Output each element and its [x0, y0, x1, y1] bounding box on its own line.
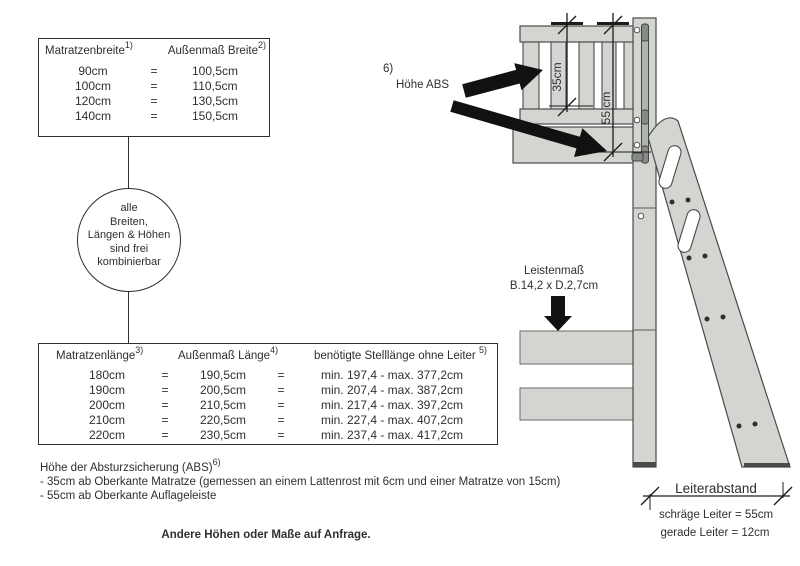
- width-table-col1-header: Matratzenbreite$^{1)}$: [45, 40, 133, 57]
- request-note: Andere Höhen oder Maße auf Anfrage.: [161, 529, 371, 541]
- table-cell: min. 207,4 - max. 387,2cm: [320, 383, 464, 397]
- screw-hole: [634, 142, 640, 148]
- circle-text-line: kombinierbar: [97, 256, 161, 268]
- footnote-ref-4: 4): [270, 345, 279, 356]
- equals-sign: =: [150, 79, 158, 93]
- support-board-upper: [520, 331, 637, 364]
- table-cell: 200cm: [88, 398, 126, 412]
- table-cell: 90cm: [78, 64, 108, 78]
- table-cell: 100cm: [74, 79, 112, 93]
- footnote-ref-1: 1): [124, 40, 133, 51]
- footnote-ref-3: 3): [135, 345, 144, 356]
- screw-dot: [737, 424, 742, 429]
- screw-dot: [687, 256, 692, 261]
- footnote-ref-6: 6): [212, 457, 221, 468]
- table-cell: 180cm: [88, 368, 126, 382]
- equals-sign: =: [161, 413, 169, 427]
- table-cell: min. 197,4 - max. 377,2cm: [320, 368, 464, 382]
- hinge-rod-cap-top: [642, 24, 649, 41]
- screw-dot: [686, 198, 691, 203]
- length-table-col1-header: Matratzenlänge$^{3)}$: [56, 345, 144, 362]
- table-cell: min. 217,4 - max. 397,2cm: [320, 398, 464, 412]
- abs-footnote-title: Höhe der Absturzsicherung (ABS)$^{6)}$: [40, 457, 221, 474]
- screw-dot: [670, 200, 675, 205]
- equals-sign: =: [277, 383, 285, 397]
- table-cell: 190,5cm: [199, 368, 247, 382]
- circle-text-line: Breiten,: [110, 215, 148, 228]
- table-cell: min. 237,4 - max. 417,2cm: [320, 428, 464, 442]
- equals-sign: =: [161, 398, 169, 412]
- width-table-col2-header: Außenmaß Breite$^{2)}$: [167, 40, 266, 57]
- equals-sign: =: [277, 413, 285, 427]
- abs-footnote-bullet: - 35cm ab Oberkante Matratze (gemessen an einem Lattenrost mit 6cm und einer Matratze von 15cm): [40, 476, 561, 488]
- equals-sign: =: [277, 398, 285, 412]
- guardrail-slats: [523, 40, 638, 111]
- abs-footnote-bullet: - 55cm ab Oberkante Auflageleiste: [40, 490, 217, 502]
- table-cell: min. 227,4 - max. 407,2cm: [320, 413, 464, 427]
- dim-35-label: 35cm: [550, 62, 564, 92]
- dim-55-label: 55 cm: [599, 91, 613, 125]
- leisten-label-line2: B.14,2 x D.2,7cm: [509, 280, 599, 292]
- ladder-distance-title: Leiterabstand: [675, 481, 757, 496]
- screw-dot: [721, 315, 726, 320]
- length-table-col2-header: Außenmaß Länge$^{4)}$: [178, 345, 279, 362]
- circle-text-line: alle: [120, 202, 138, 214]
- footnote-ref-2: 2): [257, 40, 266, 51]
- equals-sign: =: [161, 368, 169, 382]
- circle-text-line: Längen & Höhen: [87, 229, 171, 241]
- equals-sign: =: [161, 383, 169, 397]
- table-cell: 210,5cm: [199, 398, 247, 412]
- screw-dot: [703, 254, 708, 259]
- equals-sign: =: [150, 109, 158, 123]
- footnote-ref-5: 5): [478, 345, 487, 356]
- table-cell: 220,5cm: [199, 413, 247, 427]
- table-cell: 150,5cm: [191, 109, 239, 123]
- abs-ref-number: 6): [383, 63, 394, 75]
- screw-dot: [705, 317, 710, 322]
- hinge-bracket: [632, 153, 643, 161]
- ladder-foot-shadow: [744, 463, 790, 468]
- table-cell: 110,5cm: [192, 79, 238, 93]
- table-cell: 210cm: [88, 413, 126, 427]
- support-board-lower: [520, 388, 637, 420]
- ladder-distance-line1: schräge Leiter = 55cm: [658, 509, 774, 521]
- table-cell: 230,5cm: [199, 428, 247, 442]
- screw-dot: [753, 422, 758, 427]
- equals-sign: =: [161, 428, 169, 442]
- hinge-rod-joint: [642, 110, 649, 124]
- table-cell: 190cm: [88, 383, 126, 397]
- abs-ref-label: Höhe ABS: [396, 79, 450, 91]
- length-table-col3-header: benötigte Stelllänge ohne Leiter $^{5)}$: [314, 345, 487, 362]
- guardrail-bottom-rail: [520, 109, 638, 124]
- guardrail-top-rail: [520, 26, 638, 42]
- leisten-label-line1: Leistenmaß: [523, 265, 585, 277]
- circle-text-line: sind frei: [109, 242, 149, 255]
- screw-hole: [634, 27, 640, 33]
- ladder-distance-line2: gerade Leiter = 12cm: [660, 527, 770, 539]
- table-cell: 120cm: [74, 94, 112, 108]
- equals-sign: =: [150, 64, 158, 78]
- bed-post-foot-shadow: [633, 462, 656, 467]
- equals-sign: =: [150, 94, 158, 108]
- table-cell: 140cm: [74, 109, 112, 123]
- leisten-pointer-arrow: [544, 296, 572, 331]
- table-cell: 130,5cm: [191, 94, 239, 108]
- equals-sign: =: [277, 428, 285, 442]
- table-cell: 220cm: [88, 428, 126, 442]
- screw-hole: [634, 117, 640, 123]
- table-cell: 200,5cm: [199, 383, 247, 397]
- screw-hole: [638, 213, 644, 219]
- table-cell: 100,5cm: [191, 64, 239, 78]
- equals-sign: =: [277, 368, 285, 382]
- bed-slat: [579, 40, 594, 111]
- hinge-rod-shaft: [642, 24, 649, 163]
